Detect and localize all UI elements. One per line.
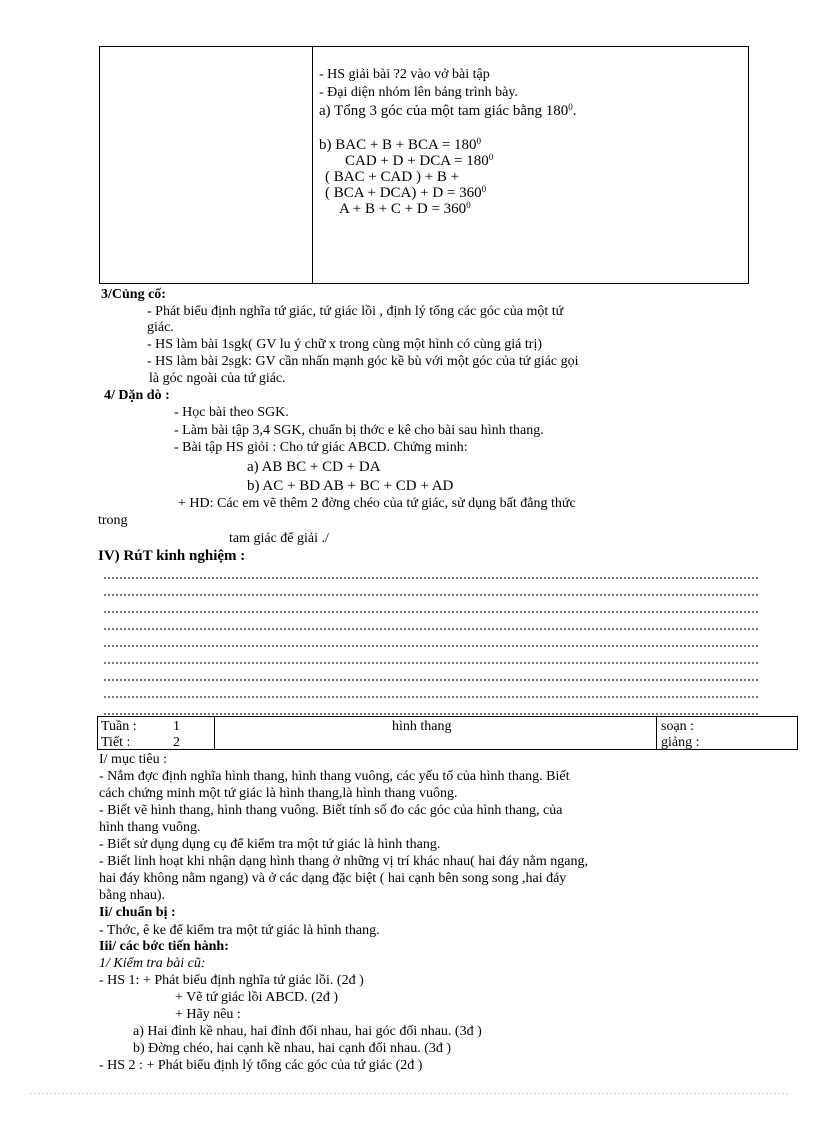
objectives-line-7: hai đáy không nằm ngang) và ở các dạng đặc biệt ( hai cạnh bên song song ,hai đáy xyxy=(99,871,567,886)
teaching-date-label: giảng : xyxy=(661,735,700,750)
hs1-line-d: a) Hai đỉnh kề nhau, hai đỉnh đối nhau, hai góc đối nhau. (3đ ) xyxy=(133,1024,482,1039)
hs1-line-c: + Hãy nêu : xyxy=(175,1007,241,1022)
preparation-heading: Ii/ chuẩn bị : xyxy=(99,905,176,920)
hs1-line-b: + Vẽ tứ giác lồi ABCD. (2đ ) xyxy=(175,990,338,1005)
section-heading-dan-do: 4/ Dặn dò : xyxy=(104,388,170,403)
cung-co-line-3b: là góc ngoài của tứ giác. xyxy=(149,371,286,386)
dotted-line-1 xyxy=(103,577,758,579)
objectives-line-1: - Nắm đợc định nghĩa hình thang, hình thang vuông, các yếu tố của hình thang. Biết xyxy=(99,769,570,784)
lesson-title: hình thang xyxy=(392,719,452,734)
dan-do-line-a: a) AB BC + CD + DA xyxy=(247,459,381,475)
page-bottom-separator xyxy=(30,1093,790,1094)
hs1-line-a: - HS 1: + Phát biểu định nghĩa tứ giác lồi. (2đ ) xyxy=(99,973,364,988)
cung-co-line-3: - HS làm bài 2sgk: GV cần nhấn mạnh góc kề bù với một góc của tứ giác gọi xyxy=(147,354,579,369)
dan-do-hint: + HD: Các em vẽ thêm 2 đờng chéo của tứ giác, sử dụng bất đẳng thức xyxy=(178,496,576,511)
objectives-line-6: - Biết linh hoạt khi nhận dạng hình thang ở những vị trí khác nhau( hai đáy nằm ngang, xyxy=(99,854,588,869)
dotted-line-9 xyxy=(103,713,758,715)
week-value: 1 xyxy=(173,719,180,734)
objectives-line-8: bằng nhau). xyxy=(99,888,166,903)
dotted-line-4 xyxy=(103,628,758,630)
dan-do-line-1: - Học bài theo SGK. xyxy=(174,405,289,420)
dotted-line-6 xyxy=(103,662,758,664)
preparation-line-1: - Thớc, ê ke để kiểm tra một tứ giác là hình thang. xyxy=(99,923,380,938)
cung-co-line-1b: giác. xyxy=(147,320,174,335)
header-table-divider-2 xyxy=(656,716,657,750)
top-table-divider xyxy=(312,46,313,284)
header-table-divider-1 xyxy=(214,716,215,750)
period-label: Tiết : xyxy=(101,735,131,750)
top-table-right-border xyxy=(748,46,749,284)
dotted-line-3 xyxy=(103,611,758,613)
dan-do-line-3: - Bài tập HS giỏi : Cho tứ giác ABCD. Chứng minh: xyxy=(174,440,468,455)
dan-do-hint-3: tam giác để giải ./ xyxy=(229,531,329,546)
header-table-top-border xyxy=(97,716,798,717)
dan-do-line-b: b) AC + BD AB + BC + CD + AD xyxy=(247,478,454,494)
dotted-line-2 xyxy=(103,594,758,596)
procedure-subheading: 1/ Kiểm tra bài cũ: xyxy=(99,956,206,971)
equation-5: $A + B + C + D = 360^0$ xyxy=(339,200,471,217)
top-table-line-3: a) Tổng 3 góc của một tam giác bằng $180^0$. xyxy=(319,102,577,119)
dan-do-hint-2: trong xyxy=(98,513,128,528)
cung-co-line-2: - HS làm bài 1sgk( GV lu ý chữ x trong cùng một hình có cùng giá trị) xyxy=(147,337,542,352)
objectives-line-3: - Biết vẽ hình thang, hình thang vuông. Biết tính số đo các góc của hình thang, của xyxy=(99,803,563,818)
top-table-left-border xyxy=(99,46,100,284)
header-table-left-border xyxy=(97,716,98,750)
objectives-heading: I/ mục tiêu : xyxy=(99,752,168,767)
hs1-line-e: b) Đờng chéo, hai cạnh kề nhau, hai cạnh đối nhau. (3đ ) xyxy=(133,1041,452,1056)
cung-co-line-1: - Phát biểu định nghĩa tứ giác, tứ giác lồi , định lý tổng các góc của một tứ xyxy=(147,304,564,319)
top-table-top-border xyxy=(99,46,749,47)
prepared-date-label: soạn : xyxy=(661,719,695,734)
top-table-line-2: - Đại diện nhóm lên bảng trình bày. xyxy=(319,85,518,100)
objectives-line-2: cách chứng minh một tứ giác là hình thang,là hình thang vuông. xyxy=(99,786,458,801)
top-table-line-1: - HS giải bài ?2 vào vở bài tập xyxy=(319,67,490,82)
top-table-bottom-border xyxy=(99,283,749,284)
procedure-heading: Iii/ các bớc tiến hành: xyxy=(99,939,229,954)
section-heading-rut-kinh-nghiem: IV) RúT kinh nghiệm : xyxy=(98,548,246,564)
dotted-line-5 xyxy=(103,645,758,647)
equation-1: b) BAC + B + BCA = $180^0$ xyxy=(319,136,481,153)
objectives-line-5: - Biết sử dụng dụng cụ để kiểm tra một tứ giác là hình thang. xyxy=(99,837,441,852)
equation-4: ( BCA + $DCA) + D = 360^0$ xyxy=(325,184,487,201)
equation-3: ( BAC + CAD ) + B + xyxy=(325,169,460,185)
equation-2: CAD + D + DCA = $180^0$ xyxy=(345,152,494,169)
period-value: 2 xyxy=(173,735,180,750)
dotted-line-7 xyxy=(103,679,758,681)
dotted-line-8 xyxy=(103,696,758,698)
hs2-line: - HS 2 : + Phát biểu định lý tổng các góc của tứ giác (2đ ) xyxy=(99,1058,423,1073)
week-label: Tuần : xyxy=(101,719,137,734)
section-heading-cung-co: 3/Củng cố: xyxy=(101,287,166,302)
objectives-line-4: hình thang vuông. xyxy=(99,820,201,835)
dan-do-line-2: - Làm bài tập 3,4 SGK, chuẩn bị thớc e kê cho bài sau hình thang. xyxy=(174,423,544,438)
header-table-right-border xyxy=(797,716,798,750)
